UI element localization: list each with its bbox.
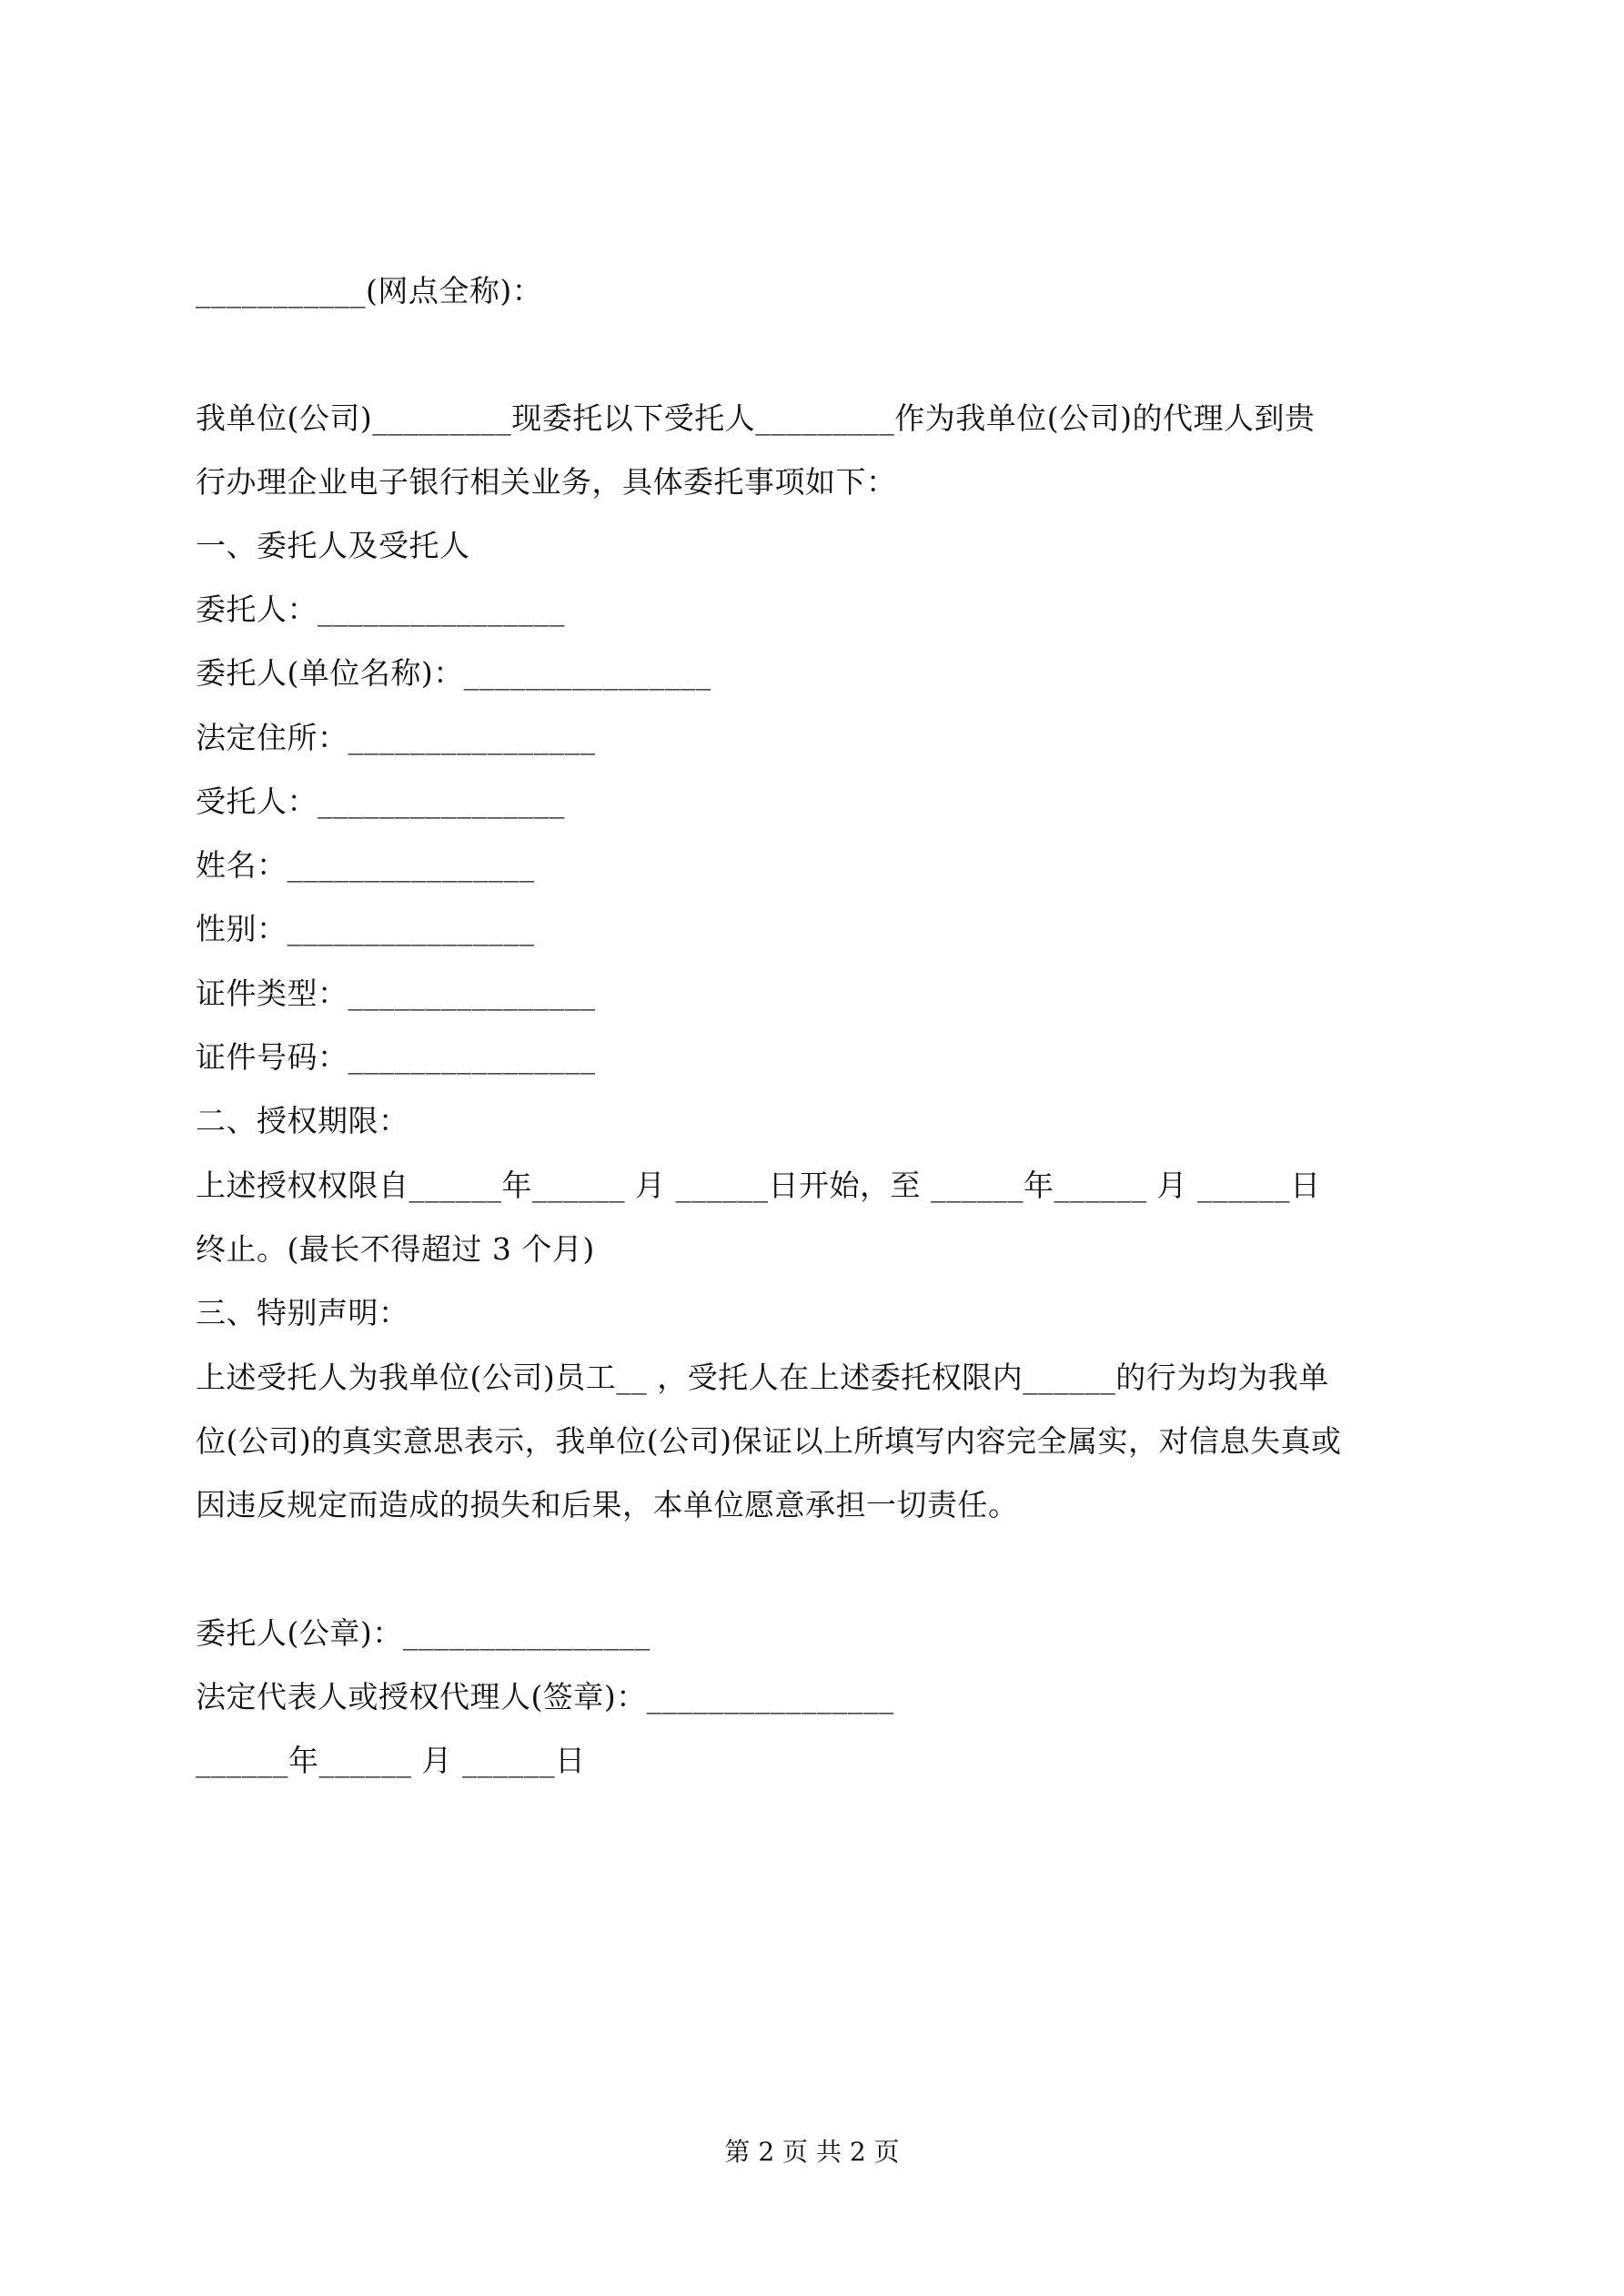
field-id-number: 证件号码：________________ <box>196 1039 596 1075</box>
page-footer: 第 2 页 共 2 页 <box>724 2137 900 2167</box>
period-line-2: 终止。(最长不得超过 3 个月) <box>196 1231 595 1267</box>
statement-line-2: 位(公司)的真实意思表示，我单位(公司)保证以上所填写内容完全属实，对信息失真或 <box>196 1423 1342 1459</box>
field-agent: 受托人：________________ <box>196 784 565 819</box>
intro-line-2: 行办理企业电子银行相关业务，具体委托事项如下： <box>196 464 897 500</box>
field-gender: 性别：________________ <box>196 911 535 946</box>
field-legal-address: 法定住所：________________ <box>196 720 596 755</box>
section-3-heading: 三、特别声明： <box>196 1295 409 1330</box>
field-principal-unit: 委托人(单位名称)：________________ <box>196 655 711 691</box>
section-2-heading: 二、授权期限： <box>196 1103 409 1138</box>
signature-line: 法定代表人或授权代理人(签章)：________________ <box>196 1679 894 1714</box>
date-line: ______年______ 月 ______日 <box>196 1743 586 1778</box>
statement-line-3: 因违反规定而造成的损失和后果，本单位愿意承担一切责任。 <box>196 1487 1019 1522</box>
seal-line: 委托人(公章)：________________ <box>196 1615 651 1651</box>
statement-line-1: 上述受托人为我单位(公司)员工__ ，受托人在上述委托权限内______的行为均为我单 <box>196 1360 1329 1395</box>
field-id-type: 证件类型：________________ <box>196 976 596 1011</box>
intro-line-1: 我单位(公司)_________现委托以下受托人_________作为我单位(公司)的代理人到贵 <box>196 400 1316 436</box>
addressee-line: ___________(网点全称)： <box>196 273 543 308</box>
field-principal: 委托人：________________ <box>196 592 565 627</box>
field-name: 姓名：________________ <box>196 847 535 883</box>
period-line-1: 上述授权权限自______年______ 月 ______日开始，至 ______年______ 月 ______日 <box>196 1168 1321 1203</box>
section-1-heading: 一、委托人及受托人 <box>196 528 470 563</box>
